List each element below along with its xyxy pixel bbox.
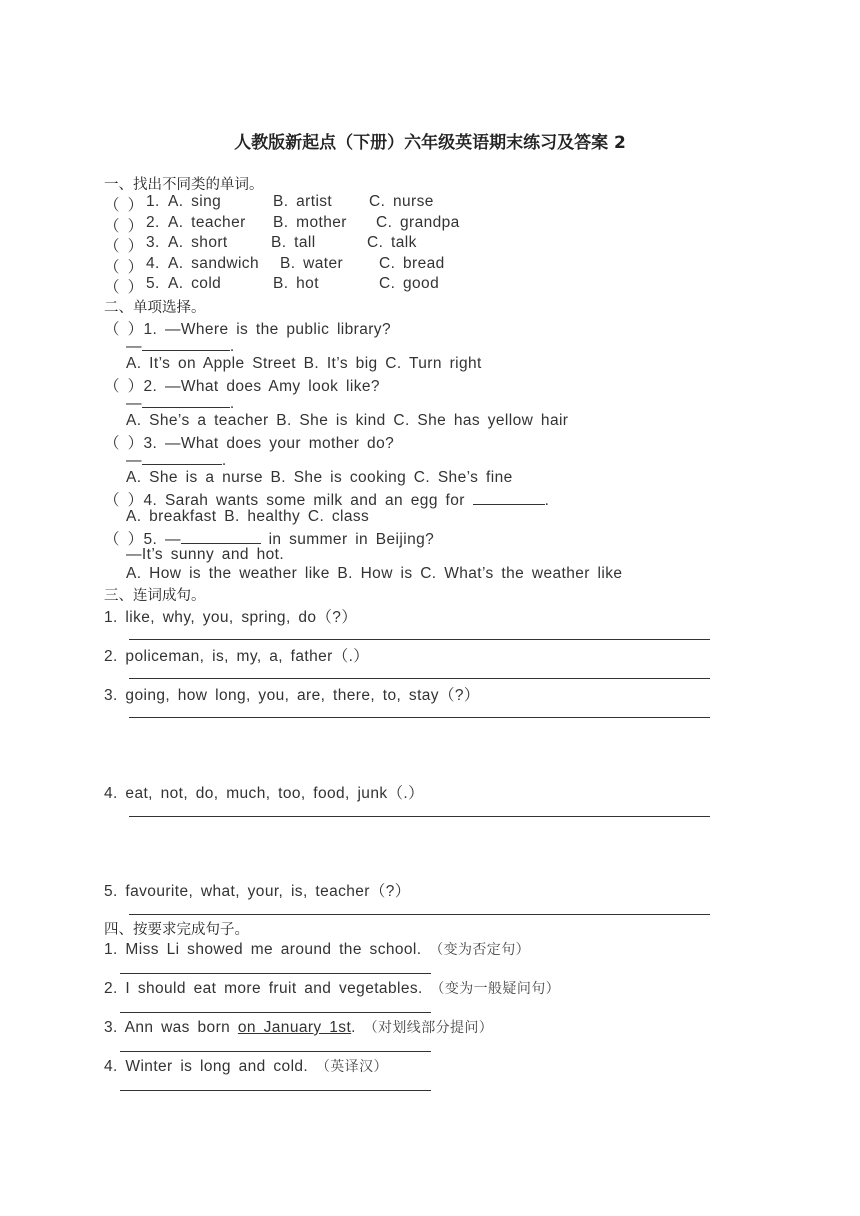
- instruction-hint: （变为否定句）: [429, 942, 531, 958]
- answer-line[interactable]: [129, 816, 710, 817]
- answer-blank[interactable]: [142, 336, 230, 351]
- period: .: [221, 452, 227, 469]
- section-heading-odd-one-out: 一、找出不同类的单词。: [104, 177, 264, 193]
- period: .: [229, 395, 235, 412]
- option-a: A. cold: [168, 275, 222, 292]
- option-a: A. sandwich: [168, 255, 259, 272]
- option-c: C. grandpa: [376, 214, 460, 231]
- answer-line[interactable]: [120, 1090, 431, 1091]
- prompt-text: 2. I should eat more fruit and vegetables.: [104, 980, 423, 997]
- question-prompt: （ ）2. —What does Amy look like?: [104, 378, 380, 395]
- transform-prompt: [104, 939, 530, 959]
- page-title: 人教版新起点（下册）六年级英语期末练习及答案 2: [234, 133, 626, 153]
- instruction-hint: （变为一般疑问句）: [430, 981, 561, 997]
- option-b: B. tall: [271, 234, 316, 251]
- dash: —: [126, 395, 142, 412]
- question-options: A. She is a nurse B. She is cooking C. She’s fine: [126, 469, 513, 486]
- option-a: A. short: [168, 234, 228, 251]
- question-prompt: （ ）3. —What does your mother do?: [104, 435, 395, 452]
- item-number: 1.: [146, 193, 160, 210]
- option-b: B. water: [280, 255, 344, 272]
- answer-bracket[interactable]: （ ）: [104, 197, 144, 214]
- sentence-prompt: 1. like, why, you, spring, do（?）: [104, 609, 358, 626]
- option-c: C. bread: [379, 255, 445, 272]
- question-options: A. How is the weather like B. How is C. What’s the weather like: [126, 565, 623, 582]
- option-c: C. talk: [367, 234, 417, 251]
- dash: —: [126, 338, 142, 355]
- item-number: 5.: [146, 275, 160, 292]
- option-c: C. nurse: [369, 193, 434, 210]
- option-b: B. hot: [273, 275, 319, 292]
- question-options: A. She’s a teacher B. She is kind C. She has yellow hair: [126, 412, 569, 429]
- section-heading-transform: 四、按要求完成句子。: [104, 922, 249, 938]
- reply-text: —It’s sunny and hot.: [126, 546, 285, 563]
- option-a: A. sing: [168, 193, 222, 210]
- prompt-text: 3. Ann was born: [104, 1019, 231, 1036]
- answer-blank[interactable]: [142, 393, 230, 408]
- answer-bracket[interactable]: （ ）: [104, 279, 144, 296]
- answer-bracket[interactable]: （ ）: [104, 218, 144, 235]
- question-prompt: （ ）1. —Where is the public library?: [104, 321, 391, 338]
- answer-line[interactable]: [129, 914, 710, 915]
- answer-line: [126, 450, 227, 470]
- transform-prompt: [104, 1056, 388, 1076]
- option-b: B. artist: [273, 193, 333, 210]
- answer-blank[interactable]: [473, 490, 545, 505]
- question-prompt: [104, 488, 549, 510]
- answer-line[interactable]: [129, 639, 710, 640]
- section-heading-single-choice: 二、单项选择。: [104, 300, 206, 316]
- instruction-hint: （英译汉）: [315, 1059, 388, 1075]
- sentence-prompt: 4. eat, not, do, much, too, food, junk（.）: [104, 785, 425, 802]
- answer-bracket[interactable]: （ ）: [104, 259, 144, 276]
- dash: —: [126, 452, 142, 469]
- prompt-text: 1. Miss Li showed me around the school.: [104, 941, 422, 958]
- period: .: [229, 338, 235, 355]
- section-heading-sentence-building: 三、连词成句。: [104, 588, 206, 604]
- option-b: B. mother: [273, 214, 347, 231]
- sentence-prompt: 5. favourite, what, your, is, teacher（?）: [104, 883, 411, 900]
- answer-line[interactable]: [120, 1012, 431, 1013]
- period: .: [544, 492, 550, 509]
- item-number: 4.: [146, 255, 160, 272]
- instruction-hint: （对划线部分提问）: [363, 1020, 494, 1036]
- option-c: C. good: [379, 275, 440, 292]
- answer-blank[interactable]: [181, 529, 261, 544]
- prompt-text: 4. Winter is long and cold.: [104, 1058, 309, 1075]
- sentence-prompt: 3. going, how long, you, are, there, to, stay（?）: [104, 687, 480, 704]
- answer-blank[interactable]: [142, 450, 222, 465]
- answer-line[interactable]: [120, 1051, 431, 1052]
- prompt-text: （ ）5. —: [104, 531, 181, 548]
- prompt-text-after: in summer in Beijing?: [268, 531, 435, 548]
- answer-line[interactable]: [129, 678, 710, 679]
- sentence-prompt: 2. policeman, is, my, a, father（.）: [104, 648, 370, 665]
- period: .: [351, 1019, 356, 1036]
- answer-line[interactable]: [120, 973, 431, 974]
- transform-prompt: [104, 978, 560, 998]
- question-options: A. breakfast B. healthy C. class: [126, 508, 370, 525]
- answer-bracket[interactable]: （ ）: [104, 238, 144, 255]
- item-number: 2.: [146, 214, 160, 231]
- answer-line: [126, 336, 235, 356]
- transform-prompt: [104, 1017, 493, 1037]
- prompt-text: （ ）4. Sarah wants some milk and an egg for: [104, 492, 465, 509]
- underlined-phrase: on January 1st: [237, 1019, 352, 1036]
- option-a: A. teacher: [168, 214, 246, 231]
- question-options: A. It’s on Apple Street B. It’s big C. Turn right: [126, 355, 482, 372]
- item-number: 3.: [146, 234, 160, 251]
- answer-line[interactable]: [129, 717, 710, 718]
- answer-line: [126, 393, 235, 413]
